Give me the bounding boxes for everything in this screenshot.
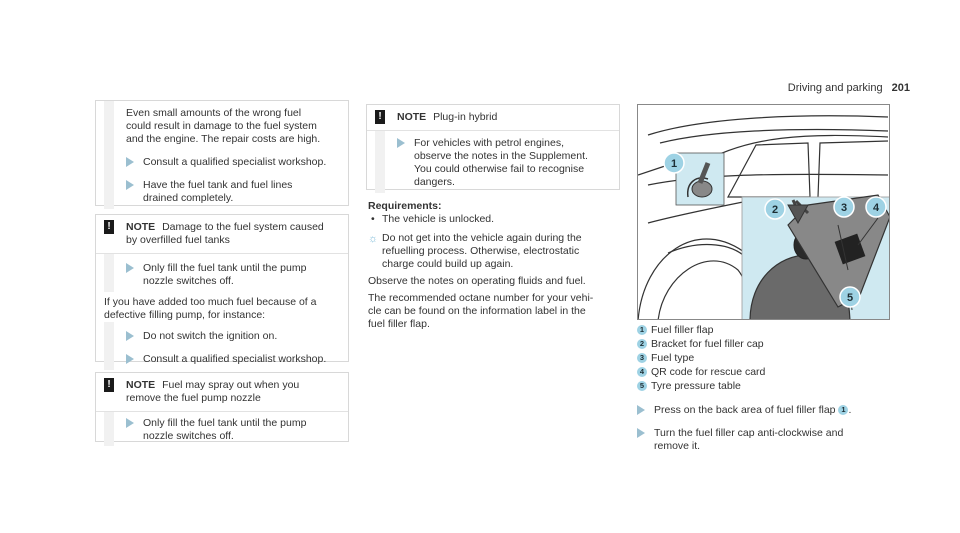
note-keyword: NOTE [126,221,156,233]
page-number: 201 [891,82,910,94]
note-header-row [96,215,348,254]
callout-number: 1 [637,325,647,335]
svg-text:1: 1 [670,158,678,170]
spray-note-box [95,372,349,442]
instruction-step: Have the fuel tank and fuel lines drained completely. [126,179,348,205]
callout-5 [840,287,860,307]
note-header [96,215,348,253]
note-header [367,105,619,130]
legend-item: 3 Fuel type [637,352,765,365]
warning-exclamation-icon: ! [104,220,114,234]
legend-item: 2 Bracket for fuel filler cap [637,338,765,351]
step-arrow-icon [126,180,134,190]
legend-item: 1 Fuel filler flap [637,324,765,337]
requirements-section [368,200,628,331]
callout-number: 2 [637,339,647,349]
hybrid-note-box [366,104,620,190]
warning-exclamation-icon: ! [375,110,385,124]
note-body [96,322,348,370]
callout-3 [834,197,854,217]
warning-line: Even small amounts of the wrong fuel [126,107,302,119]
figure-legend [637,324,765,394]
note-title: by overfilled fuel tanks [126,234,230,246]
instruction-step: Do not switch the ignition on. [126,330,348,343]
instruction-step: Consult a qualified specialist workshop. [126,156,348,169]
callout-4 [866,197,886,217]
note-body [96,412,348,446]
overfill-note-box [95,214,349,365]
info-icon: ☼ [368,233,379,245]
fuel-filler-illustration [637,104,890,320]
step-arrow-icon [126,157,134,167]
svg-text:2: 2 [771,204,779,216]
note-keyword: NOTE [397,111,427,123]
warning-continuation [96,101,348,209]
warning-line: could result in damage to the fuel system [126,120,317,132]
svg-text:5: 5 [846,292,854,304]
callout-number: 3 [637,353,647,363]
fuel-warning-box [95,100,349,206]
note-title: Plug-in hybrid [433,111,498,123]
note-keyword: NOTE [126,379,156,391]
running-header [788,82,910,94]
warning-exclamation-icon: ! [104,378,114,392]
filler-cap-steps [637,404,897,463]
step-arrow-icon [126,331,134,341]
callout-number: 5 [637,381,647,391]
instruction-step: Press on the back area of fuel filler flap 1 . [637,404,897,417]
note-header-row [96,373,348,412]
step-arrow-icon [126,418,134,428]
step-arrow-icon [637,428,645,438]
note-paragraph: If you have added too much fuel because of a defective filling pump, for instance: [104,296,317,321]
note-title: Damage to the fuel system caused [162,221,324,233]
observe-text: Observe the notes on operating fluids and fuel. [368,275,586,287]
note-body [96,254,348,292]
callout-2 [765,199,785,219]
note-body [367,131,619,193]
info-note: ☼ Do not get into the vehicle again during the refuelling process. Otherwise, electrostatic charge could build up again. [368,232,582,270]
requirement-item: • The vehicle is unlocked. [368,213,628,226]
note-title: Fuel may spray out when you [162,379,300,391]
instruction-step: Consult a qualified specialist workshop. [126,353,348,366]
note-title: remove the fuel pump nozzle [126,392,261,404]
legend-item: 5 Tyre pressure table [637,380,765,393]
svg-text:3: 3 [840,202,848,214]
instruction-step: Turn the fuel filler cap anti-clockwise and remove it. [637,427,897,453]
callout-number: 1 [838,405,848,415]
step-arrow-icon [126,263,134,273]
step-arrow-icon [126,354,134,364]
car-rear-drawing [638,105,890,320]
step-arrow-icon [397,138,405,148]
legend-item: 4 QR code for rescue card [637,366,765,379]
svg-text:4: 4 [872,202,880,214]
note-header-row [367,105,619,131]
callout-1 [664,153,684,173]
step-arrow-icon [637,405,645,415]
instruction-step: Only fill the fuel tank until the pump nozzle switches off. [126,417,348,443]
octane-paragraph: The recommended octane number for your vehi- cle can be found on the information label in the fuel filler flap. [368,292,594,330]
callout-number: 4 [637,367,647,377]
note-header [96,373,348,411]
requirements-heading: Requirements: [368,200,442,212]
warning-line: and the engine. The repair costs are high. [126,133,321,145]
instruction-step: Only fill the fuel tank until the pump nozzle switches off. [126,262,348,288]
section-title: Driving and parking [787,82,883,94]
instruction-step: For vehicles with petrol engines, observe the notes in the Supplement. You could otherwise fail to recognise dangers. [397,137,619,189]
